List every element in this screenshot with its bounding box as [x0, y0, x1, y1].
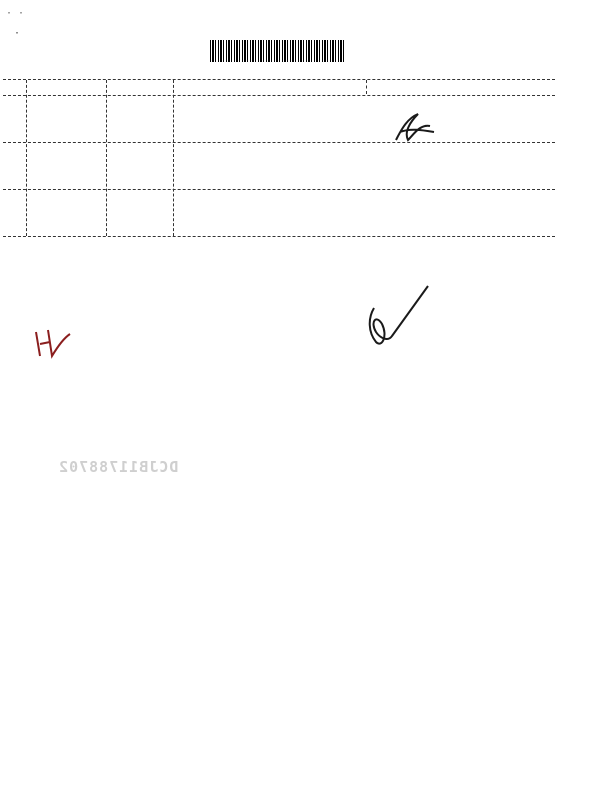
col-divider-1 [26, 80, 27, 236]
col-divider-4 [366, 80, 367, 94]
row-rule [3, 142, 555, 143]
verified-by-signature [28, 322, 88, 362]
col-divider-3 [173, 80, 174, 236]
table-bottom-rule [3, 236, 555, 237]
bleed-through-stamp: DCJB11788702 [58, 458, 179, 476]
staff-signature [362, 282, 434, 354]
table-top-rule [3, 79, 555, 80]
row-rule [3, 189, 555, 190]
barcode [210, 40, 346, 62]
scan-mark: · · [6, 8, 25, 19]
col-divider-2 [106, 80, 107, 236]
header-rule [3, 95, 555, 96]
scan-mark-2: · [14, 28, 21, 39]
